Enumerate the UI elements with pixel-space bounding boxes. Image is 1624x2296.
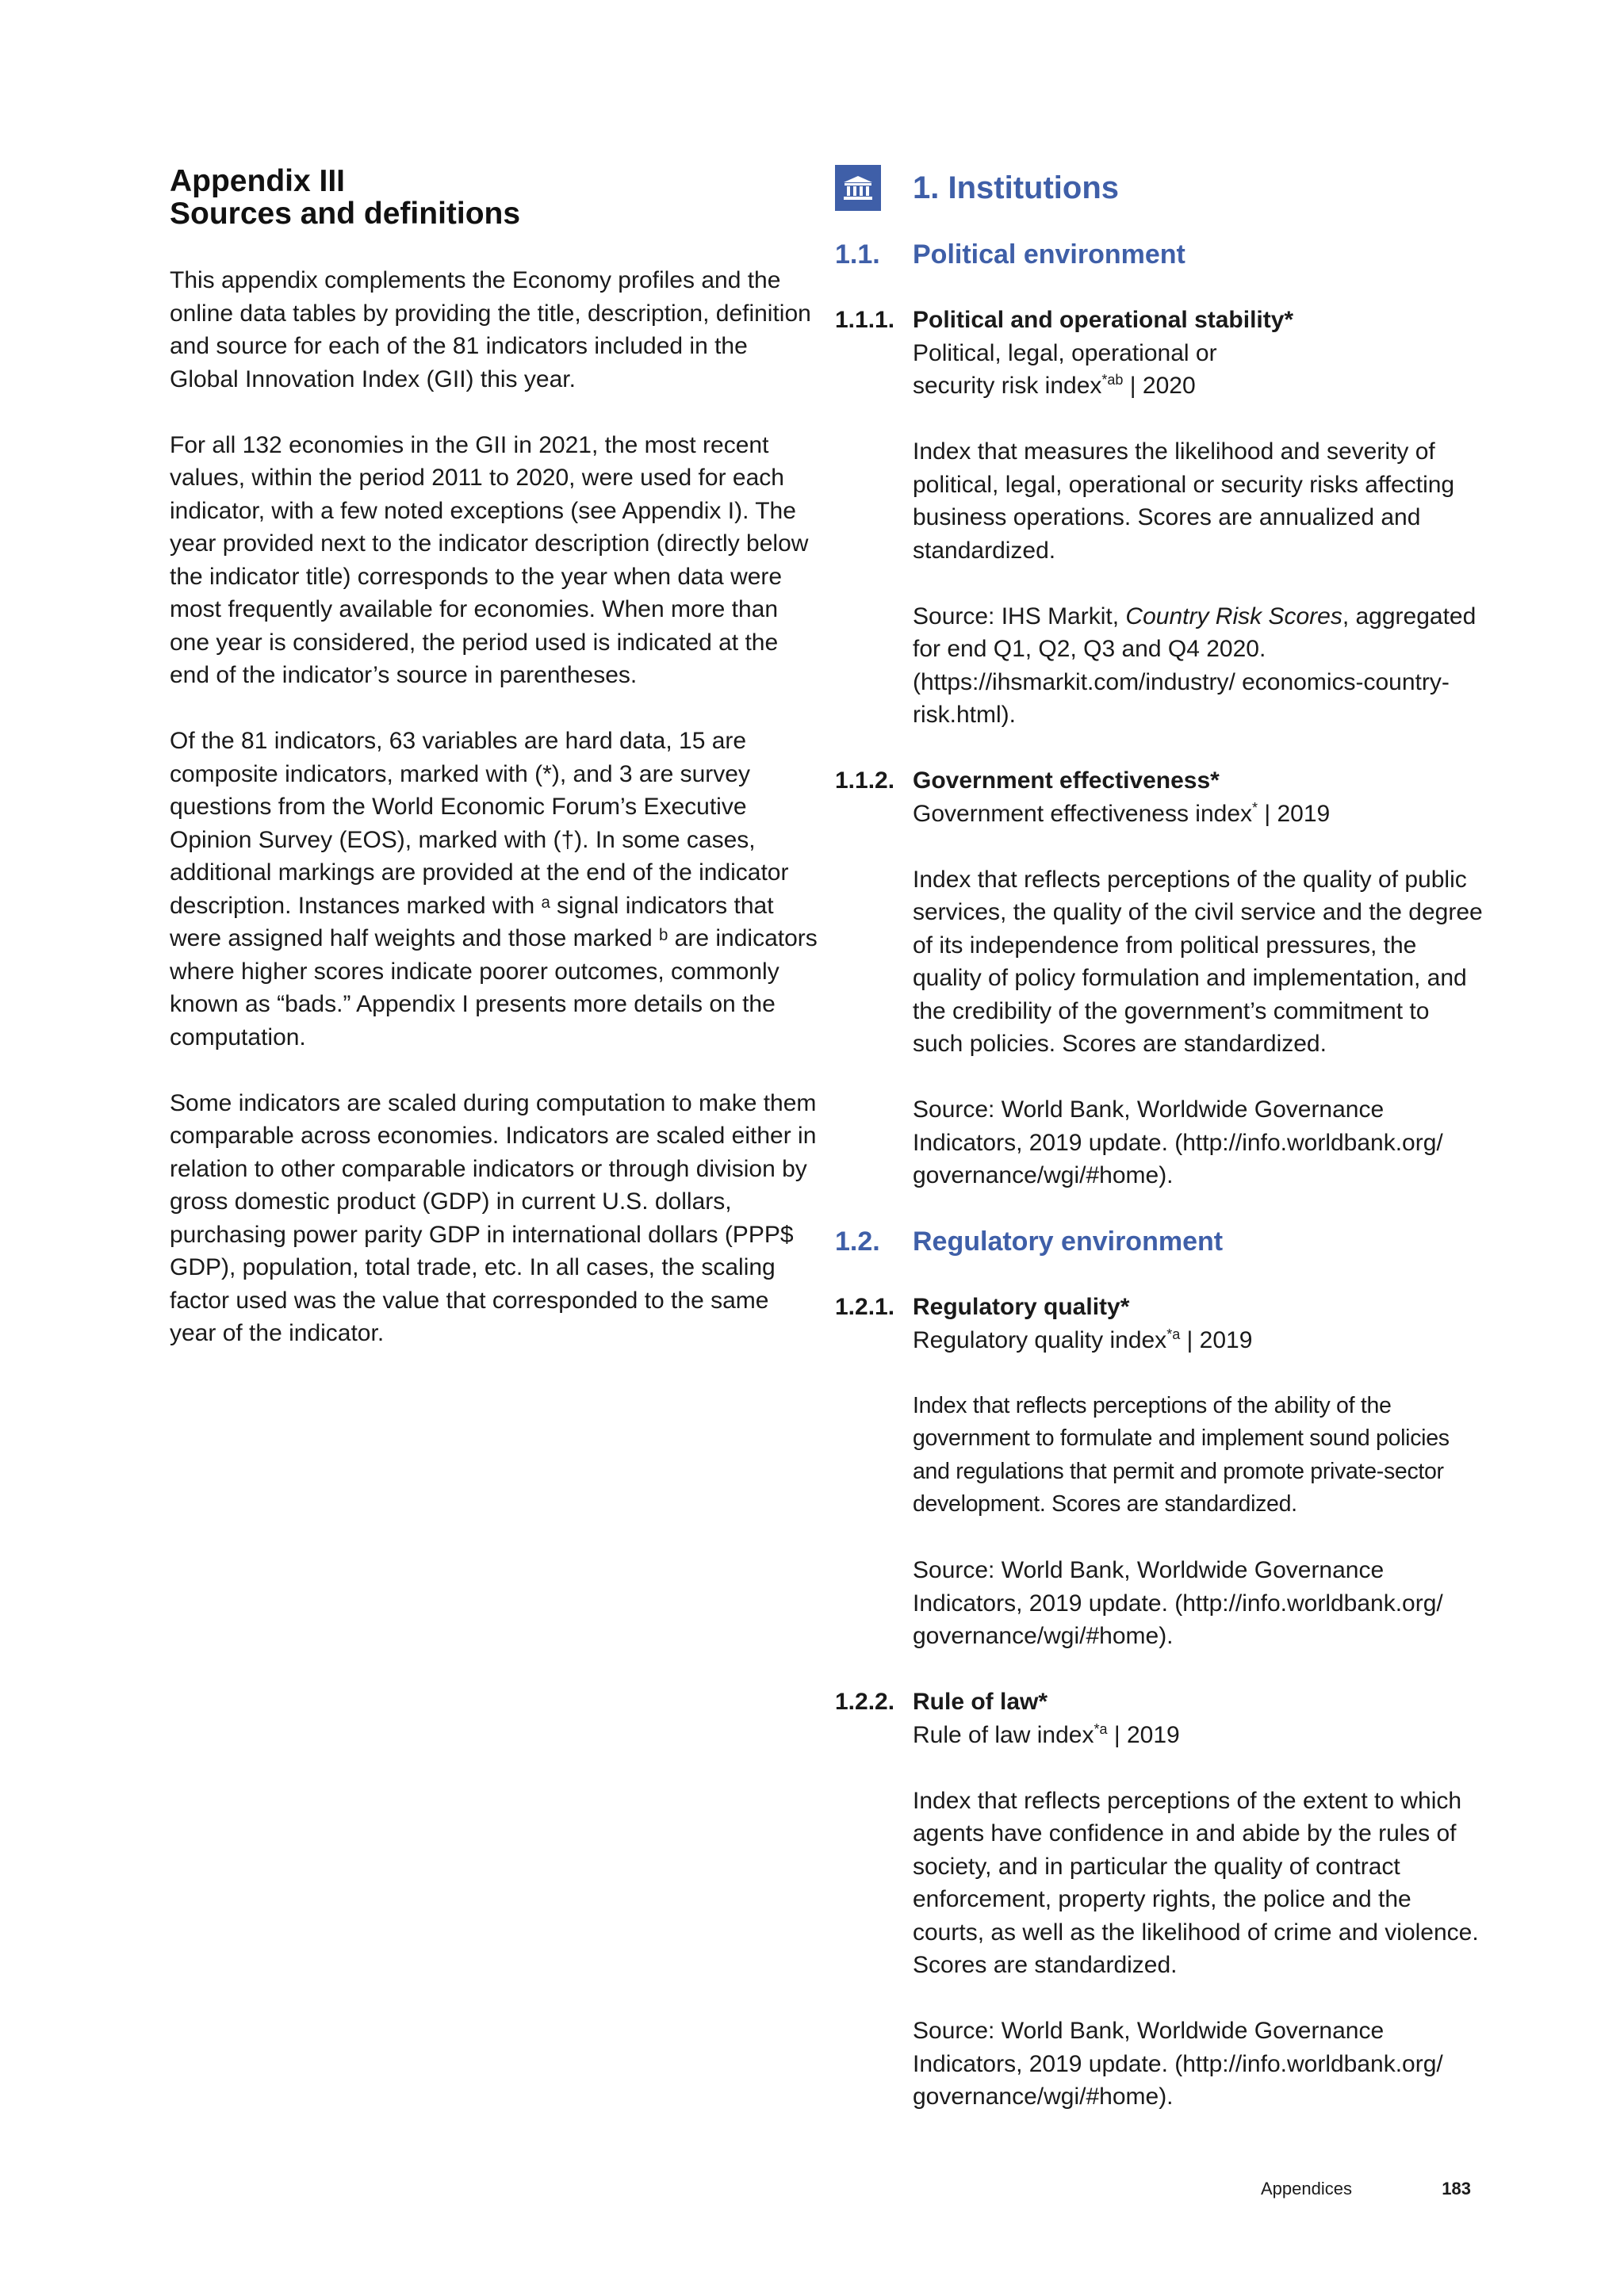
indicator-year: | 2019 xyxy=(1107,1721,1180,1748)
indicator-marks: * xyxy=(1252,799,1258,816)
indicator-title: Regulatory quality* xyxy=(913,1294,1130,1320)
indicator-source: Source: World Bank, Worldwide Governance Indicators, 2019 update. (http://info.worldbank.org/ governance/wgi/#home). xyxy=(913,1557,1443,1649)
subsection-title: Regulatory environment xyxy=(913,1226,1224,1257)
indicator-year: | 2019 xyxy=(1258,800,1331,827)
indicator-description-text: Rule of law index xyxy=(913,1721,1094,1748)
indicator-definition: Index that reflects perceptions of the ability of the government to formulate and implement sound policies and regulations that permit and promote private-sector development. Scores are standardized. xyxy=(913,1392,1450,1517)
page-number: 183 xyxy=(1442,2179,1471,2198)
subsection-regulatory-environment xyxy=(835,1225,1485,1258)
indicator-marks: *a xyxy=(1094,1720,1108,1737)
section-title: 1. Institutions xyxy=(913,170,1119,205)
subsection-number: 1.1. xyxy=(835,239,880,270)
scaling-paragraph: Some indicators are scaled during computation to make them comparable across economies. Indicators are scaled either in relation to other comparable indicators or through division by gross domestic product (GDP) in current U.S. dollars, purchasing power parity GDP in international dollars (PPP$ GDP), population, total trade, etc. In all cases, the scaling factor used was the value that corresponded to the same year of the indicator. xyxy=(170,1089,817,1346)
indicator-definition: Index that reflects perceptions of the extent to which agents have confidence in and abide by the rules of society, and in particular the quality of contract enforcement, property rights, the police and the courts, as well as the likelihood of crime and violence. Scores are standardized. xyxy=(913,1787,1479,1978)
indicator-number: 1.2.1. xyxy=(835,1294,895,1320)
intro-paragraph: This appendix complements the Economy profiles and the online data tables by providing the title, description, definition and source for each of the 81 indicators included in the Global Innovation Index (GII) this year. xyxy=(170,267,811,392)
indicator-description-text: Regulatory quality index xyxy=(913,1326,1167,1353)
indicator-types-paragraph: Of the 81 indicators, 63 variables are hard data, 15 are composite indicators, marked with (*), and 3 are survey questions from the World Economic Forum’s Executive Opinion Survey (EOS), marked with (†). In some cases, additional markings are provided at the end of the indicator description. Instances marked with ᵃ signal indicators that were assigned half weights and those marked ᵇ are indicators where higher scores indicate poorer outcomes, commonly known as “bads.” Appendix I presents more details on the computation. xyxy=(170,728,818,1050)
indicator-description xyxy=(913,337,1485,403)
indicator-source: Source: World Bank, Worldwide Governance Indicators, 2019 update. (http://info.worldbank.org/ governance/wgi/#home). xyxy=(913,2018,1443,2110)
indicator-title: Rule of law* xyxy=(913,1689,1048,1715)
institution-building-icon xyxy=(835,165,881,211)
subsection-number: 1.2. xyxy=(835,1226,880,1257)
indicator-marks: *a xyxy=(1166,1326,1181,1342)
indicator-title: Government effectiveness* xyxy=(913,767,1220,794)
source-prefix: Source: IHS Markit, xyxy=(913,603,1126,629)
subsection-title: Political environment xyxy=(913,239,1185,270)
indicator-1-1-2 xyxy=(835,764,1485,1192)
indicator-title: Political and operational stability* xyxy=(913,307,1294,333)
indicator-source: Source: World Bank, Worldwide Governance Indicators, 2019 update. (http://info.worldbank.org/ governance/wgi/#home). xyxy=(913,1096,1443,1188)
indicator-year: | 2019 xyxy=(1180,1326,1253,1353)
indicator-number: 1.1.2. xyxy=(835,767,895,794)
appendix-title-line2: Sources and definitions xyxy=(170,197,521,231)
indicator-description xyxy=(913,1324,1485,1357)
indicator-marks: *ab xyxy=(1101,372,1124,388)
left-column xyxy=(170,165,820,1383)
indicator-description xyxy=(913,1719,1485,1752)
indicator-definition: Index that reflects perceptions of the quality of public services, the quality of the civil service and the degree of its independence from political pressures, the quality of policy formulation and implementation, and the credibility of the government’s commitment to such policies. Scores are standardized. xyxy=(913,866,1483,1057)
appendix-title xyxy=(170,165,820,230)
footer-section-label: Appendices xyxy=(1261,2179,1352,2198)
indicator-description-text: Government effectiveness index xyxy=(913,800,1253,827)
indicator-1-2-2 xyxy=(835,1686,1485,2114)
indicator-definition: Index that measures the likelihood and severity of political, legal, operational or security risks affecting business operations. Scores are annualized and standardized. xyxy=(913,438,1455,564)
appendix-title-line1: Appendix III xyxy=(170,164,346,198)
section-header xyxy=(835,165,1485,211)
indicator-1-1-1 xyxy=(835,304,1485,732)
indicator-description-line2: security risk index xyxy=(913,373,1102,399)
indicator-source xyxy=(913,600,1485,732)
indicator-number: 1.1.1. xyxy=(835,307,895,333)
period-paragraph: For all 132 economies in the GII in 2021, the most recent values, within the period 2011 to 2020, were used for each indicator, with a few noted exceptions (see Appendix I). The year provided next to the indicator description (directly below the indicator title) corresponds to the year when data were most frequently available for economies. When more than one year is considered, the period used is indicated at the end of the indicator’s source in parentheses. xyxy=(170,431,809,688)
indicator-description xyxy=(913,798,1485,831)
indicator-description-line1: Political, legal, operational or xyxy=(913,339,1217,366)
indicator-year: | 2020 xyxy=(1123,373,1196,399)
indicator-1-2-1 xyxy=(835,1291,1485,1653)
indicator-number: 1.2.2. xyxy=(835,1689,895,1715)
source-details: , aggregated for end Q1, Q2, Q3 and Q4 2020. (https://ihsmarkit.com/industry/ economics-country-risk.html). xyxy=(913,603,1477,728)
right-column xyxy=(835,165,1485,2146)
source-title: Country Risk Scores xyxy=(1125,603,1342,629)
page-footer xyxy=(1261,2178,1471,2200)
subsection-political-environment xyxy=(835,238,1485,271)
